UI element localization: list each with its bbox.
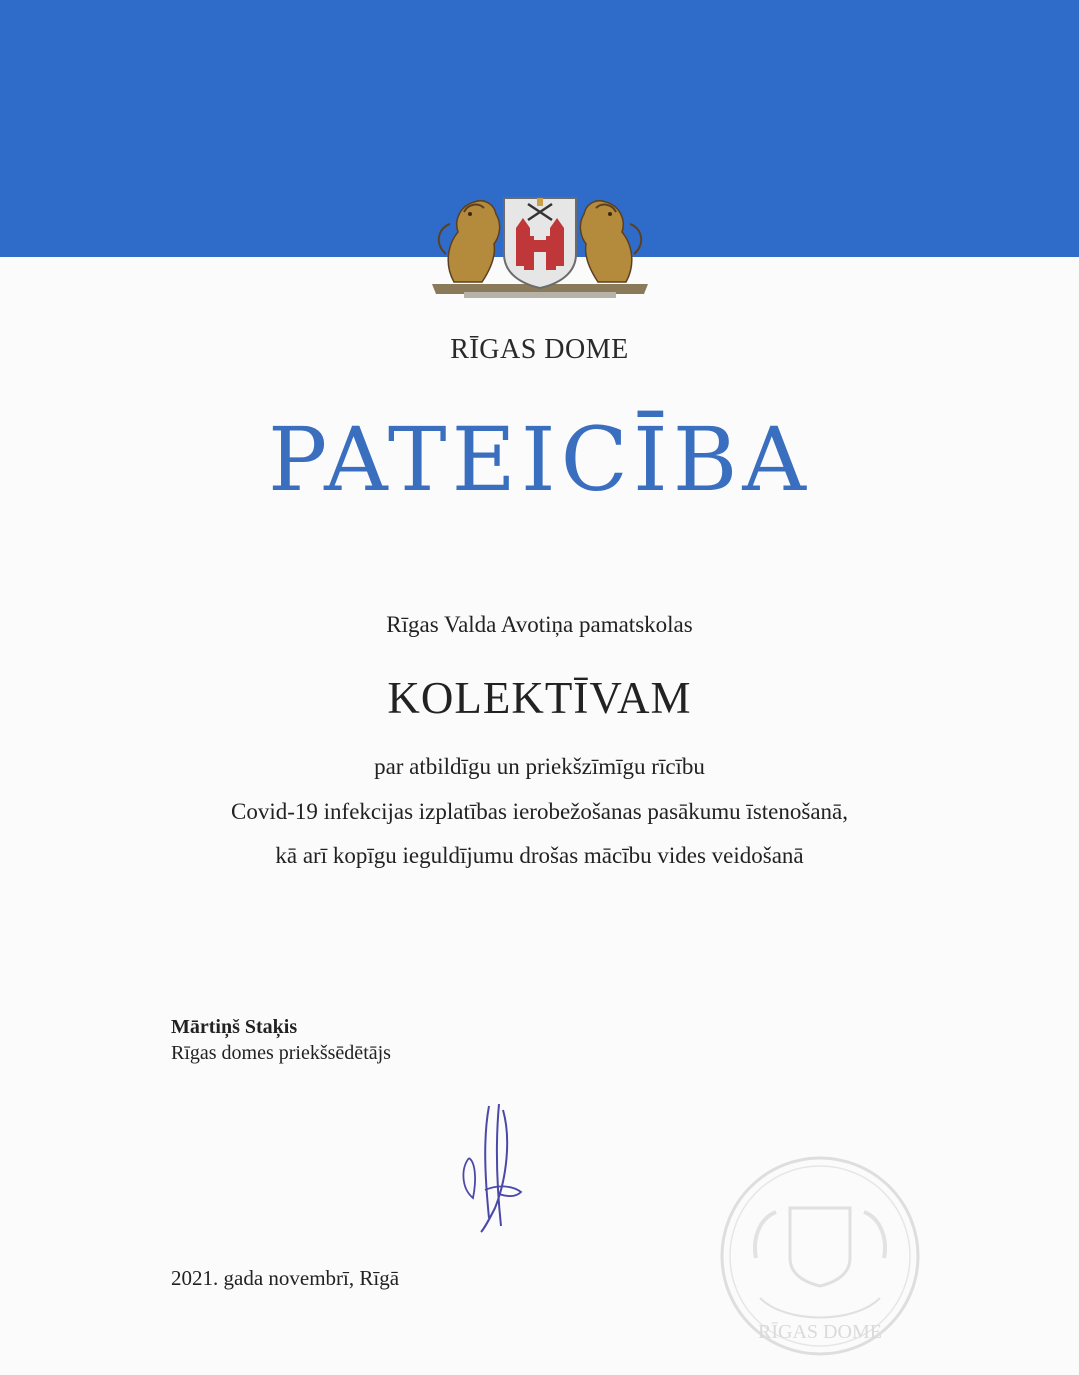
organization-name: RĪGAS DOME — [450, 334, 629, 365]
citation-line-3: kā arī kopīgu ieguldījumu drošas mācību vides veidošanā — [275, 843, 804, 868]
riga-coat-of-arms-icon — [424, 184, 656, 306]
school-name: Rīgas Valda Avotiņa pamatskolas — [386, 612, 693, 637]
citation-line-2: Covid-19 infekcijas izplatības ierobežošanas pasākumu īstenošanā, — [231, 799, 848, 824]
signer-name: Mārtiņš Staķis — [171, 1016, 298, 1038]
recipient: KOLEKTĪVAM — [387, 673, 692, 723]
citation-line-1: par atbildīgu un priekšzīmīgu rīcību — [374, 754, 705, 779]
signer-position: Rīgas domes priekšsēdētājs — [171, 1042, 391, 1064]
seal-text: RĪGAS DOME — [758, 1321, 882, 1343]
embossed-seal-icon — [716, 1148, 924, 1364]
handwritten-signature-icon — [455, 1098, 535, 1240]
certificate-title: PATEICĪBA — [268, 408, 811, 511]
date-place: 2021. gada novembrī, Rīgā — [171, 1266, 400, 1290]
